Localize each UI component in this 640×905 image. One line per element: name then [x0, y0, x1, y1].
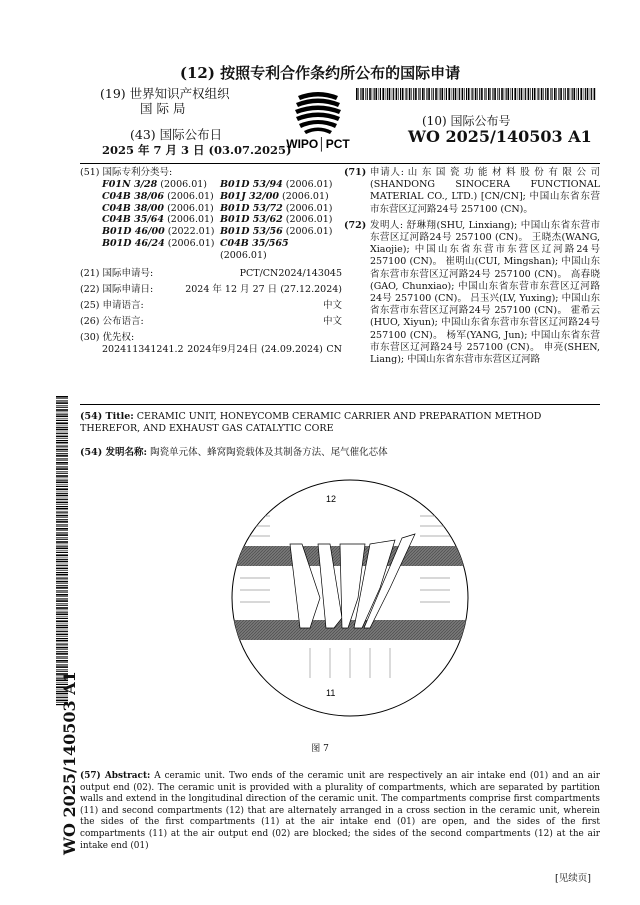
- bibliographic-left: [80, 167, 342, 360]
- filing-language-row: [80, 300, 342, 312]
- publication-date-label: (43) 国际公布日: [130, 127, 223, 142]
- header-rule: [80, 163, 600, 164]
- priority-entry: [102, 344, 342, 356]
- abstract-label: (57) Abstract:: [80, 771, 151, 781]
- inventors-code: (72): [344, 219, 367, 231]
- priority-number: 202411341241.2: [102, 343, 184, 355]
- chinese-title-label: (54) 发明名称:: [80, 447, 148, 458]
- english-title: [80, 411, 600, 435]
- application-number-row: [80, 268, 342, 280]
- ipc-section: [80, 167, 342, 262]
- title-rule: [80, 404, 600, 405]
- priority-country: CN: [326, 343, 342, 355]
- barcode-top: [356, 88, 596, 100]
- applicant-text: 申请人: 山 东 国 瓷 功 能 材 料 股 份 有 限 公 司 (SHANDONG SINOCERA FUNCTIONAL MATERIAL CO., LTD.) [CN/CN]; 中国山东省东营市东营区辽河路24号 257100 (CN)。: [370, 167, 600, 215]
- ipc-class: B01D 53/94 (2006.01): [220, 179, 333, 190]
- chinese-title: [80, 444, 600, 458]
- continued-note: [见续页]: [555, 873, 591, 884]
- inventors-text: 发明人: 舒琳翔(SHU, Linxiang); 中国山东省东营市东营区辽河路24号 257100 (CN)。 王晓杰(WANG, Xiaojie); 中国山东省东营市东营区辽河路24号 257100 (CN)。 崔明山(CUI, Mingshan); 中国山东省东营市东营区辽河路24号 257100 (CN)。 高春晓(GAO, Chunxiao); 中国山东省东营市东营区辽河路24号 257100 (CN)。 吕玉兴(LV, Yuxing); 中国山东省东营市东营区辽河路24号 257100 (CN)。 霍希云(HUO, Xiyun); 中国山东省东营市东营区辽河路24号 257100 (CN)。 杨军(YANG, Jun); 中国山东省东营市东营区辽河路24号 257100 (CN)。 申亮(SHEN, Liang); 中国山东省东营市东营区辽河路: [370, 219, 600, 366]
- ipc-class: B01D 53/56 (2006.01): [220, 226, 333, 238]
- publication-language-row: [80, 316, 342, 328]
- application-date: 2024 年 12 月 27 日 (27.12.2024): [185, 283, 342, 295]
- abstract: [80, 771, 600, 852]
- applicant-block: [344, 167, 600, 216]
- english-title-label: (54) Title:: [80, 411, 134, 422]
- figure-label-bottom: 11: [326, 688, 336, 698]
- priority-date: 2024年9月24日 (24.09.2024): [187, 343, 323, 355]
- ipc-class: B01D 46/24 (2006.01): [102, 237, 215, 249]
- publication-language-label: (26) 公布语言:: [80, 315, 144, 327]
- ipc-class: C04B 38/00 (2006.01): [102, 202, 214, 214]
- ipc-class: C04B 35/64 (2006.01): [102, 214, 214, 226]
- publication-number-label: (10) 国际公布号: [422, 114, 511, 128]
- organization: [100, 86, 230, 116]
- figure-drawing: [230, 478, 470, 718]
- priority-label: (30) 优先权:: [80, 331, 135, 343]
- filing-language: 中文: [322, 299, 342, 311]
- wipo-logo: [268, 90, 368, 152]
- ipc-label: (51) 国际专利分类号:: [80, 167, 173, 178]
- filing-language-label: (25) 申请语言:: [80, 299, 144, 311]
- bureau-name: 国 际 局: [140, 101, 186, 116]
- document-title: (12) 按照专利合作条约所公布的国际申请: [179, 64, 461, 82]
- publication-language: 中文: [322, 315, 342, 327]
- applicant-code: (71): [344, 167, 367, 178]
- ipc-class: B01D 46/00 (2022.01): [102, 226, 215, 238]
- application-date-label: (22) 国际申请日:: [80, 283, 154, 295]
- bibliographic-right: [344, 167, 600, 370]
- ipc-class: B01D 53/72 (2006.01): [220, 202, 333, 214]
- chinese-title-text: 陶瓷单元体、蜂窝陶瓷载体及其制备方法、尾气催化芯体: [150, 447, 388, 458]
- ipc-class: C04B 38/06 (2006.01): [102, 190, 214, 202]
- application-number: PCT/CN2024/143045: [239, 267, 342, 279]
- figure-caption: 图 7: [311, 744, 329, 754]
- organization-name: (19) 世界知识产权组织: [100, 86, 230, 101]
- application-date-row: [80, 284, 342, 296]
- priority-section: [80, 332, 342, 356]
- figure-label-top: 12: [326, 494, 337, 504]
- logo-text: WIPO│PCT: [286, 137, 350, 151]
- english-title-text: CERAMIC UNIT, HONEYCOMB CERAMIC CARRIER AND PREPARATION METHOD THEREFOR, AND EXHAUST GAS CATALYTIC CORE: [80, 411, 542, 434]
- ipc-class: B01D 53/62 (2006.01): [220, 214, 333, 226]
- ipc-class: F01N 3/28 (2006.01): [102, 179, 207, 190]
- ipc-class: B01J 32/00 (2006.01): [220, 190, 329, 202]
- inventors-block: [344, 220, 600, 366]
- publication-number: WO 2025/140503 A1: [408, 127, 592, 146]
- side-publication-number: WO 2025/140503 A1: [60, 671, 79, 855]
- ipc-grid: [102, 179, 342, 262]
- barcode-side: [56, 396, 68, 706]
- publication-date: 2025 年 7 月 3 日 (03.07.2025): [102, 143, 292, 157]
- abstract-text: A ceramic unit. Two ends of the ceramic unit are respectively an air intake end (01) and an air output end (02). The ceramic unit is provided with a plurality of compartments, which are separated by partition walls and extend in the longitudinal direction of the ceramic unit. The compartments comprise first compartments (11) and second compartments (12) that are alternately arranged in a cross section in the ceramic unit, wherein the sides of the first compartments (11) at the air intake end (01) are open, and the sides of the first compartments (11) at the air output end (02) are blocked; the sides of the second compartments (12) at the air intake end (01): [80, 771, 600, 851]
- application-number-label: (21) 国际申请号:: [80, 267, 154, 279]
- ipc-class: C04B 35/565 (2006.01): [220, 237, 289, 261]
